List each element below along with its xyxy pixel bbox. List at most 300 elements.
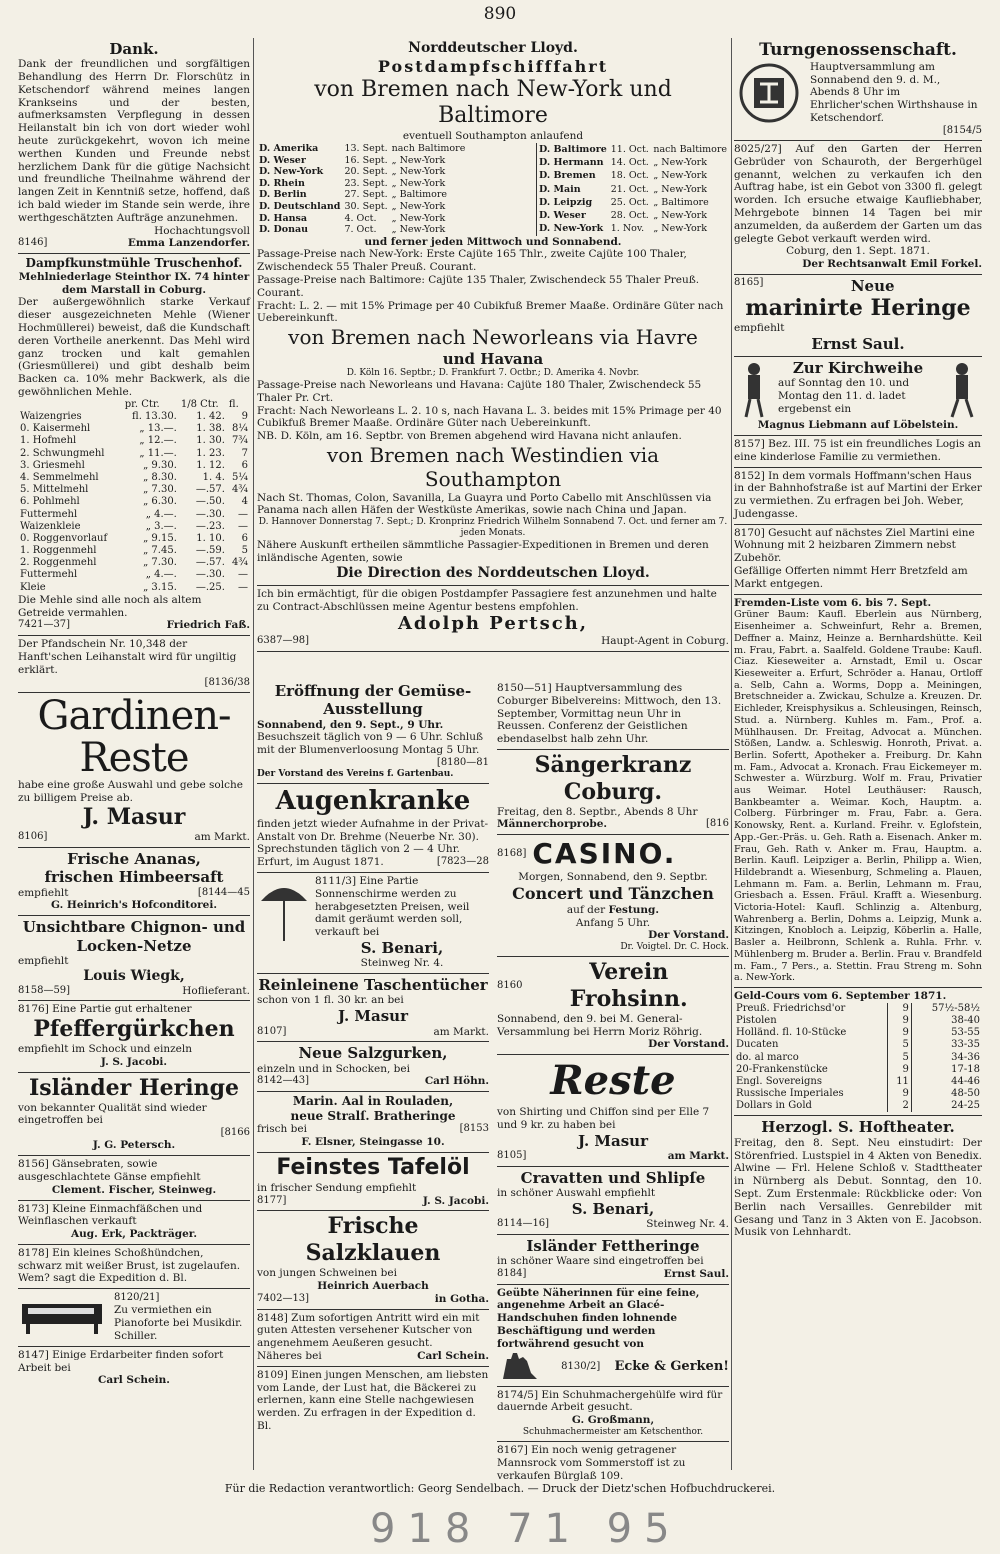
column-2-right bbox=[497, 680, 729, 1485]
ship-cell: „ New-York bbox=[653, 157, 707, 169]
ship-cell: „ New-York bbox=[391, 200, 446, 212]
currency-cell: 9 bbox=[888, 1015, 912, 1027]
currency-cell: 53-55 bbox=[911, 1027, 982, 1039]
price-cell: „ 11.—. bbox=[139, 447, 177, 459]
ship-cell: 16. Sept. bbox=[344, 154, 388, 166]
price-header: pr. Ctr. bbox=[124, 398, 160, 410]
piano-icon bbox=[18, 1298, 108, 1336]
ad-body: 8174/5] Ein Schuhmachergehülfe wird für dauernde Arbeit gesucht. bbox=[497, 1388, 723, 1414]
ad-schirme bbox=[257, 873, 489, 974]
ad-ref: [8154/5 bbox=[942, 124, 982, 136]
ad-signer: J. S. Jacobi. bbox=[100, 1055, 168, 1068]
ad-title: Reinleinene Taschentücher bbox=[258, 976, 488, 995]
ad-signer: Der Vorstand des Vereins f. Gartenbau. bbox=[257, 769, 454, 780]
price-table bbox=[18, 399, 250, 594]
ad-mannsrock bbox=[497, 1442, 729, 1485]
price-cell: —.57. bbox=[195, 484, 225, 496]
ad-body: 8109] Einen jungen Menschen, am liebsten vom Lande, der Lust hat, die Bäckerei zu erlernen, kann eine Stelle nachgewiesen werden. Zu erfragen in der Expedition d. Bl. bbox=[257, 1368, 489, 1432]
ship-cell: „ New-York bbox=[391, 154, 446, 166]
ad-lead: Näheres bei bbox=[257, 1349, 322, 1362]
ship-cell: D. Main bbox=[539, 183, 581, 195]
ad-role: Schuhmachermeister am Ketschenthor. bbox=[522, 1427, 704, 1438]
ship-cell: „ New-York bbox=[653, 209, 707, 221]
lloyd-route-mid: nach New-York bbox=[455, 76, 623, 102]
currency-cell: 33-35 bbox=[911, 1039, 982, 1051]
ad-title: Isländer Fettheringe bbox=[526, 1236, 700, 1255]
ad-ref: [8180—81 bbox=[436, 756, 489, 768]
ad-body: 8148] Zum sofortigen Antritt wird ein mit guten Attesten versehener Kutscher von angenehmem Aeußeren gesucht. bbox=[257, 1311, 480, 1350]
lloyd-route2-sub: und Havana bbox=[442, 349, 544, 368]
column-rule bbox=[731, 38, 732, 1470]
ad-saengerkranz bbox=[497, 750, 729, 835]
ad-gemuese bbox=[257, 680, 489, 784]
ad-title: Pfeffergürkchen bbox=[33, 1016, 235, 1043]
ship-row bbox=[257, 189, 467, 201]
ad-signer: J. Masur bbox=[338, 1007, 408, 1026]
ad-signer: F. Elsner, Steingasse 10. bbox=[301, 1136, 445, 1149]
ad-title: Neue bbox=[850, 276, 895, 295]
currency-cell: 2 bbox=[888, 1100, 912, 1112]
ad-ref: 8106] bbox=[18, 831, 48, 843]
ad-signer: G. Großmann, bbox=[571, 1414, 655, 1427]
price-cell: 1. Hofmehl bbox=[20, 435, 77, 447]
price-cell: 0. Roggenvorlauf bbox=[20, 532, 108, 544]
ad-signer: Ecke & Gerken! bbox=[614, 1358, 729, 1374]
ad-signer: Adolph Pertsch, bbox=[397, 613, 589, 635]
ad-body: Dank der freundlichen und sorgfältigen Behandlung des Herrn Dr. Florschütz in Ketschendorf während meines langen Krankseins und der besten, aufmerksamsten Verpflegung in dessen Heilanstalt bin ich von dort wieder wohl heute zurückgekehrt, wovon ich meine werthen Kunden und Freunde nebst herzlichem Dank für die gütige Nachsicht und freundliche Theilnahme während der langen Zeit in Kenntniß setze, hoffend, daß ich bald wieder im Stande sein werde, ihre werthgeschätzten Aufträge anzunehmen. bbox=[18, 58, 250, 224]
lloyd-route-and: und Baltimore bbox=[438, 76, 672, 129]
currency-cell: 9 bbox=[888, 1088, 912, 1100]
ship-cell: D. Berlin bbox=[259, 189, 307, 201]
ad-body: in schöner Waare sind eingetroffen bei bbox=[497, 1255, 704, 1268]
price-row bbox=[18, 569, 250, 581]
ad-body: 8156] Gänsebraten, sowie ausgeschlachtete Gänse empfiehlt bbox=[18, 1158, 201, 1183]
currency-cell: 34-36 bbox=[911, 1052, 982, 1064]
ad-ref: 8120/21] bbox=[114, 1292, 160, 1304]
price-cell: „ 12.—. bbox=[139, 435, 177, 447]
ad-garten bbox=[734, 141, 982, 275]
ad-where: Festung. bbox=[608, 903, 660, 916]
ad-marinirte-heringe bbox=[734, 275, 982, 357]
ad-augen bbox=[257, 784, 489, 873]
ad-ref: 6387—98] bbox=[257, 635, 310, 647]
lloyd-route2-title: von Bremen nach Neworleans via Havre bbox=[288, 325, 698, 350]
ad-signer: J. S. Jacobi. bbox=[422, 1194, 489, 1207]
price-cell: 1. 10. bbox=[196, 532, 225, 544]
price-header-row bbox=[18, 399, 250, 411]
ad-where: Steinweg Nr. 4. bbox=[646, 1217, 729, 1230]
ad-naeherinnen bbox=[497, 1285, 729, 1387]
price-cell: 4¾ bbox=[231, 484, 248, 496]
currency-row bbox=[734, 1039, 982, 1051]
price-cell: —.50. bbox=[195, 496, 225, 508]
ad-ref: 8107] bbox=[257, 1025, 287, 1037]
ship-row bbox=[257, 213, 467, 225]
currency-row bbox=[734, 1015, 982, 1027]
ad-erdarbeiter bbox=[18, 1347, 250, 1390]
price-cell: —.25. bbox=[195, 581, 225, 593]
price-cell: „ 8.30. bbox=[143, 471, 177, 483]
ad-title: Gardinen-Reste bbox=[37, 692, 231, 781]
price-cell: Futtermehl bbox=[20, 569, 78, 581]
ad-body: Ich bin ermächtigt, für die obigen Postdampfer Passagiere fest anzunehmen und halte zu Contract-Abschlüssen meine Agentur bestens empfohlen. bbox=[257, 587, 717, 613]
ad-body: 8170] Gesucht auf nächstes Ziel Martini eine Wohnung mit 2 heizbaren Zimmern nebst Zubehör. bbox=[734, 526, 975, 565]
ad-signer: Der Vorstand. bbox=[648, 1038, 729, 1051]
ship-cell: 21. Oct. bbox=[610, 183, 649, 195]
ad-where: auf der bbox=[566, 903, 606, 916]
price-cell: 1. 30. bbox=[196, 435, 225, 447]
ad-place: Erfurt, im August 1871. bbox=[257, 856, 384, 869]
price-row bbox=[18, 545, 250, 557]
ad-body: finden jetzt wieder Aufnahme in der Privat-Anstalt von Dr. Brehme (Neuerbe Nr. 30). Sprechstunden täglich von 2 — 4 Uhr. bbox=[257, 817, 489, 856]
ad-title: Dampfkunstmühle Truschenhof. bbox=[25, 256, 243, 271]
page-number: 890 bbox=[483, 4, 517, 24]
ship-cell: D. Donau bbox=[259, 224, 309, 236]
ad-title: Unsichtbare Chignon- und bbox=[22, 918, 246, 937]
ship-cell: D. Leipzig bbox=[539, 196, 593, 208]
currency-cell: Pistolen bbox=[736, 1014, 777, 1026]
ship-table-right bbox=[536, 143, 729, 236]
price-cell: 3. Griesmehl bbox=[20, 459, 85, 471]
lloyd-route-note: eventuell Southampton anlaufend bbox=[402, 130, 584, 143]
price-row bbox=[18, 423, 250, 435]
ad-date: Coburg, den 1. Sept. 1871. bbox=[786, 245, 930, 258]
ad-body: Sonnabend, den 9. bei M. General-Versammlung bei Herrn Moriz Röhrig. bbox=[497, 1012, 703, 1038]
ad-title: Isländer Heringe bbox=[28, 1074, 240, 1101]
ad-title: Marin. Aal in Rouladen, bbox=[292, 1094, 454, 1109]
dancer-icon bbox=[942, 359, 982, 419]
ad-title: Geld-Cours vom 6. September 1871. bbox=[734, 989, 947, 1002]
ad-signer: Carl Schein. bbox=[98, 1374, 170, 1387]
price-cell: 7 bbox=[241, 447, 248, 459]
ship-cell: D. Baltimore bbox=[539, 143, 607, 155]
ad-dank bbox=[18, 38, 250, 254]
currency-cell: 57½-58½ bbox=[911, 1003, 982, 1015]
ad-ref: 8177] bbox=[257, 1194, 287, 1206]
ad-signer: Louis Wiegk, bbox=[83, 967, 185, 984]
ad-salzgurken bbox=[257, 1042, 489, 1092]
ship-cell: D. Hansa bbox=[259, 212, 308, 224]
price-row bbox=[18, 472, 250, 484]
price-cell: 6 bbox=[241, 532, 248, 544]
ad-ref: [8136/38 bbox=[204, 676, 250, 688]
ad-schuhmacher bbox=[497, 1387, 729, 1442]
price-cell: — bbox=[238, 520, 248, 532]
ad-casino bbox=[497, 835, 729, 957]
ad-body: 8167] Ein noch wenig getragener Mannsrock vom Sommerstoff ist zu verkaufen Bürglaß 109. bbox=[497, 1444, 686, 1482]
ad-ref: 8158—59] bbox=[18, 984, 71, 996]
price-row bbox=[18, 533, 250, 545]
ad-body: Grüner Baum: Kaufl. Eberlein aus Nürnberg, Eisenheimer a. Schweinfurt, Rehr a. Bremen, Deffner a. Mainz, Heinze a. Bernhardshütte. Keil m. Frau, Fabrt. a. Saalfeld. Goldene Traube: Kaufl. Ciaz. Kieseweiter a. Arnstadt, Emil u. Oscar Kieseweiter a. Erfurt, Schröder a. Hanau, Ortloff a. Selb, Cahn a. Worms, Dopp a. Meiningen, Bretschneider a. Zwickau, Schulze a. Kreuzen. Dr. Eichleder, Kreisphysikus a. Schleusingen, Reinsch, Stud. a. Nürnberg. Kuhles m. Fam., Prof. a. Mühlhausen. Dr. Freitag, Advocat a. München. Stößen, Landw. a. Schleswig. Honroth, Privat. a. Berlin. Sofertt, Apotheker a. Freiburg. Dr. Kahn m. Fam., Advocat a. Kronach. Frau Eickemeyer m. Schwester a. Würzburg. Wolf m. Frau, Privatier aus Weimar. Hotel Leuthäuser: Rausch, Bankbeamter a. Weimar. Koch, Hauptm. a. Colberg. Fürbringer m. Frau, Fabr. a. Gera. Konowsky, Rent. a. Kurland. Freihr. v. Eglofstein, App.-Ger.-Präs. u. Geh. Rath a. Eisenach. Anker m. Frau, Geh. Rath v. Anker m. Frau, Hauptm. a. Berlin. Kaufl. Leipziger a. Berlin, Philipp a. Wien, Hildebrandt a. Wiesenburg, Schmeling a. Plauen, Lehmann m. Fam. a. Berlin, Lehmann m. Frau, Griesbach a. Essen. Fräul. Krafft a. Wiesenburg. Victoria-Hotel: Kaufl. Schlinzig a. Altenburg, Wahrenberg a. Berlin, Dohms a. Leipzig, Munk a. Kitzingen, Knobloch a. Leipzig, Köberlin a. Halle, Basler a. Heilbronn, Schlenk a. Ruhla. Frhr. v. Mühlenberg m. Bruder a. Berlin. Frau v. Brandfeld m. Fam., 7 Pers., a. Stettin. Frau Streng m. Sohn a. New-York. bbox=[734, 609, 982, 984]
ad-signer: Der Rechtsanwalt Emil Forkel. bbox=[802, 258, 982, 271]
ship-cell: „ New-York bbox=[391, 224, 446, 236]
price-cell: —.59. bbox=[195, 545, 225, 557]
price-cell: 2. Schwungmehl bbox=[20, 447, 105, 459]
lloyd-route3-body: Nach St. Thomas, Colon, Savanilla, La Guayra und Porto Cabello mit Anschlüssen via Panama nach allen Häfen der Westküste Amerikas, sowie nach China und Japan. bbox=[257, 491, 712, 517]
ad-salzklauen bbox=[257, 1211, 489, 1309]
ad-title: Cravatten und Shlipſe bbox=[520, 1168, 706, 1187]
currency-cell: 17-18 bbox=[911, 1064, 982, 1076]
ad-body: 8173] Kleine Einmachfäßchen und Weinflaschen verkauft bbox=[18, 1202, 203, 1228]
price-cell: fl. 13.30. bbox=[132, 411, 177, 423]
ad-body: 8157] Bez. III. 75 ist ein freundliches Logis an eine kinderlose Familie zu vermiethen. bbox=[734, 437, 981, 463]
ad-where: am Markt. bbox=[433, 1025, 489, 1038]
ship-cell: 28. Oct. bbox=[610, 209, 649, 221]
price-cell: 6 bbox=[241, 459, 248, 471]
ad-signer: J. Masur bbox=[578, 1131, 648, 1150]
ad-bibelverein bbox=[497, 680, 729, 750]
ship-row bbox=[537, 196, 730, 209]
ship-cell: D. Hermann bbox=[539, 157, 604, 169]
ad-title: Zur Kirchweihe bbox=[792, 359, 924, 378]
ad-title: Augenkranke bbox=[275, 786, 471, 817]
ad-members: Dr. Voigtel. Dr. C. Hock. bbox=[620, 942, 729, 953]
ad-body: in frischer Sendung empfiehlt bbox=[257, 1181, 417, 1194]
ad-title: Neue Salzgurken, bbox=[298, 1044, 448, 1063]
ad-fettheringe bbox=[497, 1235, 729, 1285]
ad-kutscher bbox=[257, 1310, 489, 1367]
ad-signer: S. Benari, bbox=[360, 939, 444, 958]
ad-cravatten bbox=[497, 1167, 729, 1235]
currency-cell: 9 bbox=[888, 1027, 912, 1039]
price-cell: — bbox=[238, 569, 248, 581]
ad-signer: Emma Lanzendorfer. bbox=[127, 237, 250, 250]
price-row bbox=[18, 509, 250, 521]
ad-pfeffergurken bbox=[18, 1001, 250, 1072]
ad-body: Der außergewöhnlich starke Verkauf dieser ausgezeichneten Mehle (Wiener Hochmüllerei) beweist, daß die Kundschaft deren Vortheile anerkennt. Das Mehl wird ganz trocken und kalt gemahlen (Griesmüllerei) und gibt deshalb beim Backen ca. 10% mehr Backwerk, als die gewöhnlichen Mehle. bbox=[18, 296, 250, 399]
ship-row bbox=[257, 224, 467, 236]
ad-lead: empfiehlt bbox=[734, 322, 785, 335]
ship-cell: „ New-York bbox=[653, 183, 707, 195]
ship-cell: D. Weser bbox=[259, 154, 306, 166]
ad-mill bbox=[18, 254, 250, 636]
ship-row bbox=[257, 155, 467, 167]
ad-ref: [8166 bbox=[220, 1127, 250, 1139]
ship-cell: 7. Oct. bbox=[344, 224, 377, 236]
ad-signer: Magnus Liebmann auf Löbelstein. bbox=[757, 419, 959, 432]
ad-title: Fremden-Liste vom 6. bis 7. Sept. bbox=[734, 596, 932, 609]
ad-body: empfiehlt im Schock und einzeln bbox=[18, 1043, 192, 1056]
ad-title: Frische Salzklauen bbox=[305, 1213, 441, 1267]
lloyd-company: Norddeutscher Lloyd. bbox=[408, 40, 578, 56]
ship-cell: 27. Sept. bbox=[344, 189, 388, 201]
lloyd-freight: Fracht: L. 2. — mit 15% Primage per 40 Cubikfuß Bremer Maaße. Ordinäre Güter nach Uebereinkunft. bbox=[257, 299, 724, 325]
ad-erker bbox=[734, 468, 982, 525]
page-footer: Für die Redaction verantwortlich: Georg Sendelbach. — Druck der Dietz'schen Hofbuchdruckerei. bbox=[224, 1482, 776, 1495]
ad-ref: [8144—45 bbox=[197, 886, 250, 898]
ship-row bbox=[537, 222, 730, 235]
price-cell: 6. Pohlmehl bbox=[20, 496, 80, 508]
price-cell: 1. 12. bbox=[196, 459, 225, 471]
ad-body: Hauptversammlung am Sonnabend den 9. d. M., Abends 8 Uhr im Ehrlicher'schen Wirthshause in Ketschendorf. bbox=[810, 60, 978, 124]
price-row bbox=[18, 448, 250, 460]
ad-body: 8150—51] Hauptversammlung des Coburger Bibelvereins: Mittwoch, den 13. September, Vormittag neun Uhr in Reussen. Conferenz der Geistlichen ebendaselbst halb zehn Uhr. bbox=[497, 682, 722, 746]
ad-body: 8152] In dem vormals Hoffmann'schen Haus in der Bahnhofstraße ist auf Martini der Erker zu vermiethen. Zu erfragen bei Joh. Weber, Judengasse. bbox=[734, 469, 982, 520]
ad-signer: S. Benari, bbox=[571, 1199, 655, 1218]
ad-ref: 7402—13] bbox=[257, 1292, 310, 1304]
lloyd-route2-dates: D. Köln 16. Septbr.; D. Frankfurt 7. Octbr.; D. Amerika 4. Novbr. bbox=[346, 367, 640, 378]
price-cell: 1. 4. bbox=[202, 471, 225, 483]
ad-where: Steinweg Nr. 4. bbox=[360, 957, 444, 970]
column-3 bbox=[734, 38, 982, 1242]
price-row bbox=[18, 484, 250, 496]
ad-signer: G. Heinrich's Hofconditorei. bbox=[51, 899, 217, 912]
ad-signer: Clement. Fischer, Steinweg. bbox=[51, 1183, 217, 1196]
price-cell: 0. Kaisermehl bbox=[20, 423, 91, 435]
ad-signer: Carl Höhn. bbox=[424, 1075, 489, 1088]
lloyd-fare: Passage-Preise nach Baltimore: Cajüte 135 Thaler, Zwischendeck 55 Thaler Preuß. Courant. bbox=[257, 274, 700, 299]
ad-date: Sonnabend, den 9. Sept., 9 Uhr. bbox=[257, 718, 444, 731]
ad-title: marinirte Heringe bbox=[745, 295, 971, 322]
ship-cell: nach Baltimore bbox=[391, 143, 466, 155]
ship-cell: 13. Sept. bbox=[344, 143, 388, 155]
price-cell: 1. Roggenmehl bbox=[20, 545, 97, 557]
price-row bbox=[18, 411, 250, 423]
price-header: fl. bbox=[228, 398, 239, 410]
ship-cell: „ New-York bbox=[391, 166, 446, 178]
price-cell: „ 4.—. bbox=[145, 508, 177, 520]
ship-row bbox=[257, 178, 467, 190]
price-cell: Waizenkleie bbox=[20, 520, 81, 532]
currency-cell: 11 bbox=[888, 1076, 912, 1088]
currency-cell: 5 bbox=[888, 1052, 912, 1064]
ad-ref: 8160 bbox=[497, 979, 523, 991]
ad-hund bbox=[18, 1245, 250, 1289]
ad-title: neue Stralſ. Bratheringe bbox=[290, 1108, 456, 1123]
price-cell: Waizengries bbox=[20, 411, 82, 423]
currency-cell: 48-50 bbox=[911, 1088, 982, 1100]
ad-title: Dank. bbox=[109, 40, 159, 58]
ad-body: frisch bei bbox=[257, 1123, 307, 1136]
ship-row bbox=[257, 166, 467, 178]
ad-where: am Markt. bbox=[194, 831, 250, 844]
ship-cell: „ New-York bbox=[653, 223, 707, 235]
ship-cell: 25. Oct. bbox=[610, 196, 649, 208]
ship-cell: „ New-York bbox=[391, 177, 446, 189]
price-cell: Kleie bbox=[20, 581, 46, 593]
currency-cell: 44-46 bbox=[911, 1076, 982, 1088]
ad-title: frischen Himbeersaft bbox=[44, 868, 224, 887]
price-cell: 1. 42. bbox=[196, 411, 225, 423]
currency-cell: do. al marco bbox=[736, 1051, 799, 1063]
ad-gaense bbox=[18, 1156, 250, 1200]
ad-event: Concert und Tänzchen bbox=[512, 884, 714, 904]
price-cell: —.23. bbox=[195, 520, 225, 532]
ad-signer: Carl Schein. bbox=[417, 1349, 489, 1362]
price-cell: „ 7.30. bbox=[143, 557, 177, 569]
currency-row bbox=[734, 1100, 982, 1112]
ad-title: Verein Frohsinn. bbox=[569, 959, 688, 1012]
ad-role: Hoflieferant. bbox=[182, 984, 250, 997]
ad-body: auf Sonntag den 10. und Montag den 11. d. ladet ergebenst ein bbox=[778, 377, 910, 415]
price-cell: 1. 23. bbox=[196, 447, 225, 459]
ship-cell: „ New-York bbox=[391, 212, 446, 224]
ship-cell: D. Deutschland bbox=[259, 200, 341, 212]
musician-icon bbox=[734, 359, 774, 419]
price-cell: „ 4.—. bbox=[145, 569, 177, 581]
ad-turngenossenschaft bbox=[734, 38, 982, 141]
ad-title: Eröffnung der Gemüse- bbox=[274, 682, 472, 700]
ad-reste bbox=[497, 1055, 729, 1166]
ad-title: Herzogl. S. Hoftheater. bbox=[761, 1118, 955, 1137]
lloyd-fare: Passage-Preise nach New-York: Erste Cajüte 165 Thlr., zweite Cajüte 100 Thaler, Zwischendeck 55 Thaler Preuß. Courant. bbox=[257, 248, 687, 274]
ad-where: am Markt. bbox=[667, 1149, 729, 1162]
price-cell: „ 6.30. bbox=[143, 496, 177, 508]
ship-cell: 11. Oct. bbox=[610, 143, 649, 155]
ad-taschentuecher bbox=[257, 974, 489, 1042]
price-row bbox=[18, 435, 250, 447]
lloyd-direction: Die Direction des Norddeutschen Lloyd. bbox=[336, 564, 650, 581]
currency-cell: Ducaten bbox=[736, 1039, 779, 1051]
glove-icon bbox=[497, 1351, 547, 1383]
ship-cell: D. New-York bbox=[539, 223, 604, 235]
ad-body: von jungen Schweinen bei bbox=[257, 1267, 397, 1280]
currency-row bbox=[734, 1064, 982, 1076]
price-cell: 4 bbox=[241, 496, 248, 508]
ad-ref: 8105] bbox=[497, 1149, 527, 1161]
ad-ref: [8153 bbox=[459, 1123, 489, 1135]
currency-cell: Russische Imperiales bbox=[736, 1088, 844, 1100]
ad-signer: Ernst Saul. bbox=[663, 1267, 729, 1280]
ad-time: Anfang 5 Uhr. bbox=[575, 916, 651, 929]
price-cell: —.57. bbox=[195, 557, 225, 569]
ad-body: Freitag, den 8. Sept. Neu einstudirt: Der Störenfried. Lustspiel in 4 Akten von Benedix. Alwine — Frl. Helene Schloß v. Stadttheater in Nürnberg als Debut. Sonntag, den 10. Sept. Zum Erstenmale: Rückblicke oder: Von Berlin nach Versailles. Genrebilder mit Gesang und Tanz in 3 Akten von E. Jacobson. Musik von Lehnhardt. bbox=[734, 1136, 982, 1239]
price-cell: 5. Mittelmehl bbox=[20, 484, 89, 496]
ad-body: in schöner Auswahl empfiehlt bbox=[497, 1186, 656, 1199]
ad-piano bbox=[18, 1289, 250, 1347]
price-cell: 7¾ bbox=[231, 435, 248, 447]
ad-ref: 8184] bbox=[497, 1267, 527, 1279]
currency-table bbox=[734, 1003, 982, 1113]
ad-signer: J. G. Petersch. bbox=[92, 1139, 176, 1152]
lloyd-info: Nähere Auskunft ertheilen sämmtliche Passagier-Expeditionen in Bremen und deren inländische Agenten, sowie bbox=[257, 539, 709, 564]
currency-row bbox=[734, 1076, 982, 1088]
column-2 bbox=[257, 38, 729, 1482]
lloyd-route-from: von Bremen bbox=[314, 76, 449, 102]
column-1 bbox=[18, 38, 250, 1390]
ad-body: Freitag, den 8. Septbr., Abends 8 Uhr bbox=[497, 805, 698, 818]
price-cell: „ 9.15. bbox=[143, 532, 177, 544]
ad-signer: Heinrich Auerbach bbox=[317, 1279, 429, 1292]
ad-logis bbox=[734, 436, 982, 468]
ad-ref: 7421—37] bbox=[18, 619, 71, 631]
ad-hering bbox=[18, 1073, 250, 1156]
ad-ref: 8168] bbox=[497, 848, 527, 860]
price-cell: 5 bbox=[241, 545, 248, 557]
ad-geldcours bbox=[734, 988, 982, 1116]
ship-cell: 4. Oct. bbox=[344, 212, 377, 224]
price-cell: 2. Roggenmehl bbox=[20, 557, 97, 569]
ad-title: Sängerkranz Coburg. bbox=[534, 751, 692, 805]
ad-date: Morgen, Sonnabend, den 9. Septbr. bbox=[518, 871, 708, 884]
ad-frohsinn bbox=[497, 957, 729, 1055]
ad-signer: J. Masur bbox=[82, 804, 186, 831]
lloyd-freight: Fracht: Nach Neworleans L. 2. 10 s, nach Havana L. 3. beides mit 15% Primage per 40 Cubikfuß Bremer Maaße. Ordinäre Güter nach Uebereinkunft. bbox=[257, 404, 722, 430]
price-row bbox=[18, 582, 250, 594]
price-cell: 5¼ bbox=[231, 471, 248, 483]
ad-ref: 8146] bbox=[18, 237, 48, 249]
ship-cell: 14. Oct. bbox=[610, 157, 649, 169]
price-cell: 9 bbox=[241, 411, 248, 423]
ad-einmach bbox=[18, 1201, 250, 1245]
ad-wohnung bbox=[734, 525, 982, 595]
ad-body: Der Pfandschein Nr. 10,348 der Hanft'schen Leihanstalt wird für ungiltig erklärt. bbox=[18, 638, 237, 676]
ad-signer: Aug. Erk, Packträger. bbox=[70, 1228, 198, 1241]
lloyd-service: Postdampfschifffahrt bbox=[377, 57, 609, 77]
price-cell: — bbox=[238, 508, 248, 520]
ad-hoftheater bbox=[734, 1116, 982, 1242]
currency-row bbox=[734, 1027, 982, 1039]
